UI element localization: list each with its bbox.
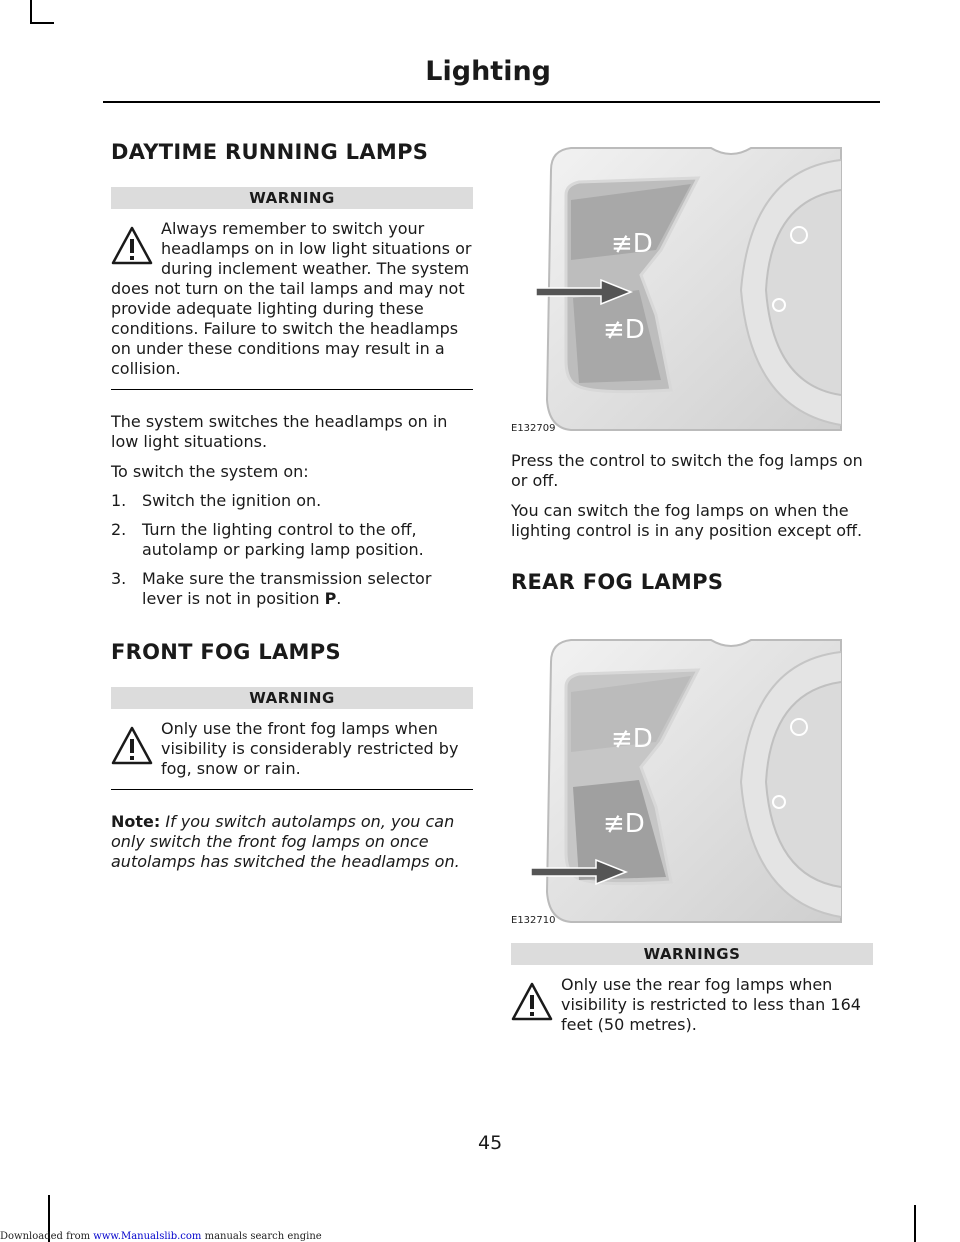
list-text: Turn the lighting control to the off, autolamp or parking lamp position.: [142, 520, 424, 559]
crop-mark: [914, 1205, 916, 1242]
crop-mark: [30, 22, 54, 24]
footer-link[interactable]: www.Manualslib.com: [93, 1231, 202, 1242]
header-rule: [103, 101, 880, 103]
warning-body: [111, 219, 473, 379]
footer: [0, 1231, 322, 1242]
warning-box-rear-fog: [511, 943, 873, 1035]
section-heading-drl: DAYTIME RUNNING LAMPS: [111, 140, 429, 164]
fog-lamp-switch-figure-2: [511, 632, 851, 932]
right-column-text: [511, 451, 873, 594]
section-heading-front-fog: FRONT FOG LAMPS: [111, 640, 341, 664]
note: [111, 812, 473, 872]
warning-box-drl: [111, 187, 473, 390]
paragraph: Press the control to switch the fog lamps on or off.: [511, 451, 863, 490]
list-number: 2.: [111, 520, 127, 539]
fog-lamp-switch-figure-1: [511, 140, 851, 440]
figure-code: E132710: [511, 915, 556, 926]
note-text: If you switch autolamps on, you can only switch the front fog lamps on once autolamps has switched the headlamps on.: [111, 812, 460, 871]
footer-prefix: Downloaded from: [0, 1231, 94, 1242]
paragraph: You can switch the fog lamps on when the lighting control is in any position except off.: [511, 501, 863, 540]
left-column: [111, 140, 473, 872]
svg-text:≢D: ≢D: [611, 229, 653, 259]
note-label: Note:: [111, 812, 161, 831]
list-item: [111, 520, 473, 560]
list-item: [111, 569, 473, 609]
svg-text:≢D: ≢D: [611, 724, 653, 754]
warning-triangle-icon: [511, 981, 553, 1023]
figure-code: E132709: [511, 423, 556, 434]
warning-header: WARNINGS: [511, 943, 873, 965]
paragraph: The system switches the headlamps on in low light situations.: [111, 412, 448, 451]
list-number: 3.: [111, 569, 127, 588]
warning-body: [111, 719, 473, 779]
list-number: 1.: [111, 491, 127, 510]
warning-box-front-fog: [111, 687, 473, 790]
lighting-control-illustration: [511, 140, 851, 440]
svg-text:≢D: ≢D: [603, 809, 645, 839]
list-item: [111, 491, 473, 511]
warning-rule: [111, 389, 473, 390]
page-title: Lighting: [425, 56, 551, 87]
svg-text:≢D: ≢D: [603, 315, 645, 345]
lighting-control-illustration: [511, 632, 851, 932]
steps-list: [111, 491, 473, 609]
list-text: Make sure the transmission selector lever is not in position: [142, 569, 432, 608]
warning-header: WARNING: [111, 687, 473, 709]
warning-text: Only use the rear fog lamps when visibility is restricted to less than 164 feet (50 metres).: [561, 975, 861, 1034]
warning-triangle-icon: [111, 725, 153, 767]
warning-body: [511, 975, 873, 1035]
footer-suffix: manuals search engine: [201, 1231, 322, 1242]
crop-mark: [30, 0, 32, 24]
warning-text: Only use the front fog lamps when visibility is considerably restricted by fog, snow or rain.: [161, 719, 459, 778]
list-text-bold: P: [324, 589, 337, 608]
paragraph: To switch the system on:: [111, 462, 309, 481]
section-heading-rear-fog: REAR FOG LAMPS: [511, 570, 724, 594]
list-text: Switch the ignition on.: [142, 491, 322, 510]
warning-header: WARNING: [111, 187, 473, 209]
list-text-tail: .: [336, 589, 342, 608]
page-number: 45: [478, 1132, 503, 1154]
warning-triangle-icon: [111, 225, 153, 267]
warning-text: Always remember to switch your headlamps on in low light situations or during inclement weather. The system does not turn on the tail lamps and may not provide adequate lighting during these conditions. Failure to switch the headlamps on under these conditions may result in a collision.: [111, 219, 472, 378]
warning-rule: [111, 789, 473, 790]
